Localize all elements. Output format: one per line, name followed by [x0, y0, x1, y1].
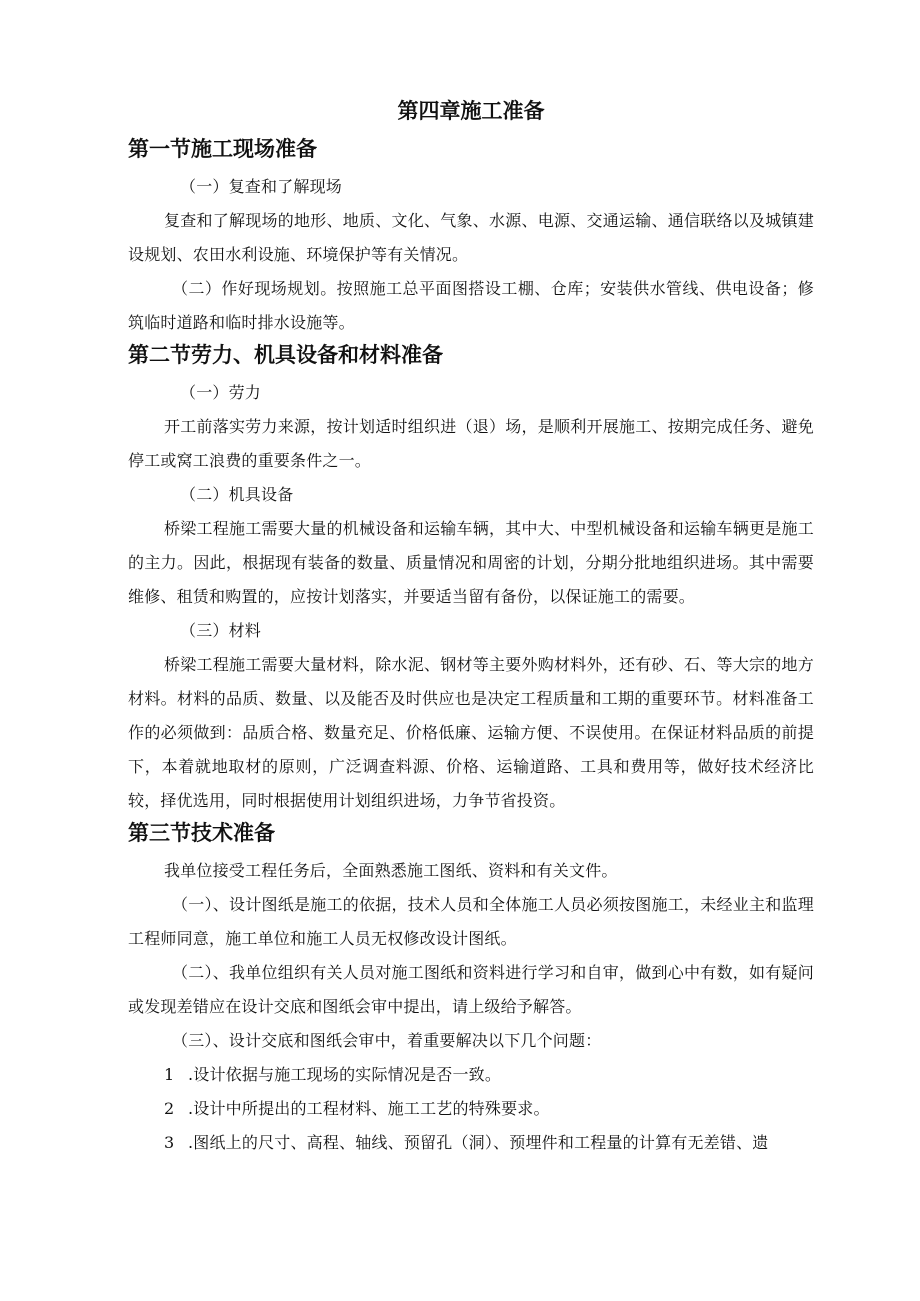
- list-item-number: 3: [164, 1133, 175, 1152]
- list-item-text: .设计中所提出的工程材料、施工工艺的特殊要求。: [188, 1099, 550, 1118]
- list-item-number: 2: [164, 1099, 175, 1118]
- chapter-title: 第四章施工准备: [397, 98, 545, 123]
- section-title-technical-preparation: 第三节技术准备: [128, 820, 275, 845]
- subheading-equipment: （二）机具设备: [180, 485, 294, 504]
- list-item: [128, 1092, 814, 1126]
- paragraph-equipment: 桥梁工程施工需要大量的机械设备和运输车辆，其中大、中型机械设备和运输车辆更是施工的主力。因此，根据现有装备的数量、质量情况和周密的计划，分期分批地组织进场。其中需要维修、租赁和购置的，应按计划落实，并要适当留有备份，以保证施工的需要。: [128, 519, 814, 606]
- subheading-materials: （三）材料: [180, 621, 262, 640]
- paragraph-technical-intro: 我单位接受工程任务后，全面熟悉施工图纸、资料和有关文件。: [164, 861, 618, 880]
- document-content: [128, 96, 814, 1160]
- list-item: [128, 1058, 814, 1092]
- paragraph-labor: 开工前落实劳力来源，按计划适时组织进（退）场，是顺利开展施工、按期完成任务、避免停工或窝工浪费的重要条件之一。: [128, 417, 814, 470]
- paragraph-self-review: （二）、我单位组织有关人员对施工图纸和资料进行学习和自审，做到心中有数，如有疑问或发现差错应在设计交底和图纸会审中提出，请上级给予解答。: [128, 963, 814, 1016]
- paragraph-materials: 桥梁工程施工需要大量材料，除水泥、钢材等主要外购材料外，还有砂、石、等大宗的地方材料。材料的品质、数量、以及能否及时供应也是决定工程质量和工期的重要环节。材料准备工作的必须做到：品质合格、数量充足、价格低廉、运输方便、不误使用。在保证材料品质的前提下，本着就地取材的原则，广泛调查料源、价格、运输道路、工具和费用等，做好技术经济比较，择优选用，同时根据使用计划组织进场，力争节省投资。: [128, 655, 814, 810]
- subheading-site-review: （一）复查和了解现场: [180, 177, 343, 196]
- section-title-labor-equipment-materials: 第二节劳力、机具设备和材料准备: [128, 342, 443, 367]
- list-item: [128, 1126, 814, 1160]
- list-item-text: .图纸上的尺寸、高程、轴线、预留孔（洞）、预埋件和工程量的计算有无差错、遗: [188, 1133, 769, 1152]
- paragraph-design-disclosure: （三）、设计交底和图纸会审中，着重要解决以下几个问题：: [172, 1031, 602, 1050]
- subheading-labor: （一）劳力: [180, 383, 262, 402]
- paragraph-site-planning: （二）作好现场规划。按照施工总平面图搭设工棚、仓库；安装供水管线、供电设备；修筑临时道路和临时排水设施等。: [128, 279, 814, 332]
- paragraph-design-drawings: （一）、设计图纸是施工的依据，技术人员和全体施工人员必须按图施工，未经业主和监理工程师同意，施工单位和施工人员无权修改设计图纸。: [128, 895, 814, 948]
- paragraph-site-review: 复查和了解现场的地形、地质、文化、气象、水源、电源、交通运输、通信联络以及城镇建设规划、农田水利设施、环境保护等有关情况。: [128, 211, 814, 264]
- list-item-number: 1: [164, 1065, 175, 1084]
- list-item-text: .设计依据与施工现场的实际情况是否一致。: [188, 1065, 502, 1084]
- section-title-site-preparation: 第一节施工现场准备: [128, 136, 317, 161]
